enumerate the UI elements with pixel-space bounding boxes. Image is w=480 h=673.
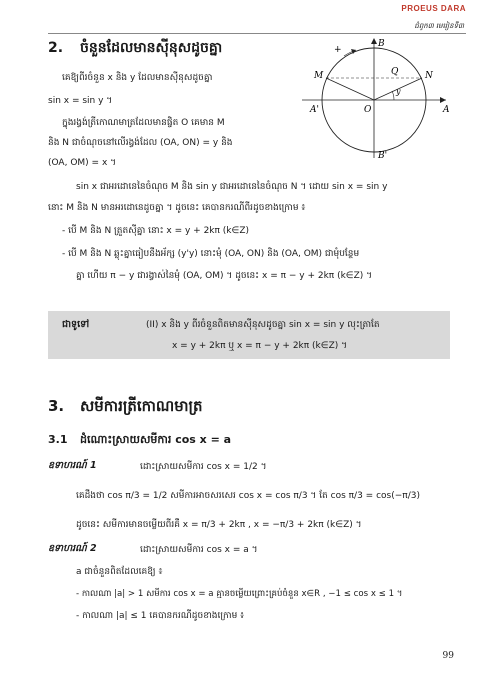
section-2-line-4: និង N ជាចំណុចនៅលើរង្វង់ដែល (OA, ON) = y និង: [48, 138, 233, 148]
example-1-statement: ដោះស្រាយសមីការ cos x = 1/2 ។: [140, 462, 267, 472]
unit-circle-diagram: [296, 34, 452, 162]
section-2-line-3: ក្នុងរង្វង់ត្រីកោណមាត្រដែលមានផ្ចិត O គេមាន M: [62, 118, 225, 128]
section-2-line-7: នោះ M និង N មានអរដោនេដូចគ្នា ។ ដូចនេះ គេបានករណីពីរដូចខាងក្រោម ៖: [48, 203, 306, 213]
header-author: PROEUS DARA: [401, 4, 466, 13]
section-2-line-6: sin x ជាអរដោនេនៃចំណុច M និង sin y ជាអរដោនេនៃចំណុច N ។ ដោយ sin x = sin y: [76, 182, 388, 192]
section-2-line-2: sin x = sin y ។: [48, 96, 113, 106]
section-3-number: 3.: [48, 397, 65, 415]
axis-arrow-icon: [371, 38, 377, 44]
example-1-line-2: គេដឹងថា cos π/3 = 1/2 សមីការអាចសរសេរ cos x = cos π/3 ។ តែ cos π/3 = cos(−π/3): [76, 491, 420, 501]
angle-arc: [392, 91, 394, 100]
label-n: N: [425, 71, 433, 81]
subsection-3-1-heading: [48, 433, 231, 449]
section-2-case-1: - បើ M និង N ត្រួតស៊ីគ្នា នោះ x = y + 2kπ (k∈Z): [62, 226, 250, 236]
conclusion-label: ជាទូទៅ: [62, 319, 90, 330]
section-2-case-2-cont: គ្នា ហើយ π − y ជារង្វាស់នៃមុំ (OA, OM) ។ ដូចនេះ x = π − y + 2kπ (k∈Z) ។: [76, 271, 373, 281]
conclusion-line-1: (II) x និង y ពីរចំនួនពិតមានស៊ីនុសដូចគ្នា sin x = sin y លុះត្រាតែ: [146, 320, 380, 330]
section-3-title: សមីការត្រីកោណមាត្រ: [80, 397, 203, 415]
subsection-number: 3.1: [48, 433, 68, 446]
section-2-line-5: (OA, OM) = x ។: [48, 158, 117, 168]
section-2-line-1: គេឱ្យពីរចំនួន x និង y ដែលមានស៊ីនុសដូចគ្នា: [62, 73, 213, 83]
label-q: Q: [391, 67, 399, 77]
label-y: y: [396, 87, 401, 96]
label-b: B: [378, 39, 385, 49]
header-chapter: ជំពូក៣ មេរៀនទី៣: [414, 22, 464, 30]
label-a-prime: A': [310, 105, 319, 115]
subsection-title: ដំណោះស្រាយសមីការ cos x = a: [80, 433, 232, 446]
label-m: M: [314, 71, 324, 81]
example-2-line-3: - កាលណា |a| > 1 សមីការ cos x = a គ្មានចម្លើយព្រោះគ្រប់ចំនួន x∈R , −1 ≤ cos x ≤ 1 ។: [76, 589, 403, 599]
label-plus: +: [334, 45, 342, 55]
section-2-title: ចំនួនដែលមានស៊ីនុសដូចគ្នា: [80, 40, 223, 56]
conclusion-line-2: x = y + 2kπ ឬ x = π − y + 2kπ (k∈Z) ។: [172, 341, 348, 351]
example-2-line-4: - កាលណា |a| ≤ 1 គេបានករណីដូចខាងក្រោម ៖: [76, 611, 245, 621]
example-2-line-2: a ជាចំនួនពិតដែលគេឱ្យ ៖: [76, 567, 163, 577]
example-2-statement: ដោះស្រាយសមីការ cos x = a ។: [140, 545, 258, 555]
section-3-heading: [48, 397, 202, 419]
section-2-case-2: - បើ M និង N ឆ្លុះគ្នាធៀបនឹងអ័ក្ស (y'y) នោះមុំ (OA, ON) និង (OA, OM) ជាមុំបន្ថែម: [62, 249, 360, 259]
example-1-label: ឧទាហរណ៍ 1: [48, 460, 97, 471]
section-2-heading: [48, 38, 222, 59]
section-2-number: 2.: [48, 40, 64, 56]
label-o: O: [364, 105, 372, 115]
example-1-line-3: ដូចនេះ សមីការមានចម្លើយពីរគឺ x = π/3 + 2kπ , x = −π/3 + 2kπ (k∈Z) ។: [76, 520, 362, 530]
axis-arrow-icon: [440, 97, 446, 103]
example-2-label: ឧទាហរណ៍ 2: [48, 543, 97, 554]
page-number: 99: [442, 651, 454, 661]
radius-om: [326, 78, 374, 100]
label-b-prime: B': [378, 151, 388, 161]
label-a: A: [443, 105, 450, 115]
